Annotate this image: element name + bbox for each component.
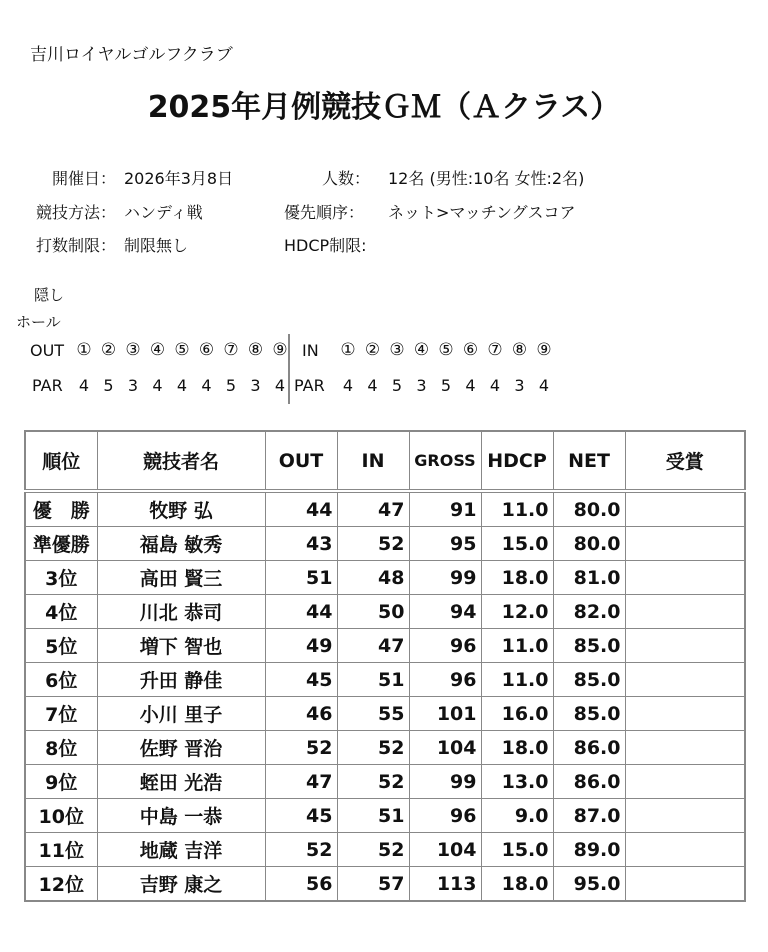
limit-label: 打数制限： [35, 236, 116, 255]
results-table [24, 430, 746, 902]
out-par-item: 4 [274, 376, 286, 395]
cell-name: 高田 賢三 [97, 561, 265, 595]
cell-net: 89.0 [553, 833, 625, 867]
out-in-divider [288, 334, 290, 404]
in-par-item: 4 [538, 376, 550, 395]
count-label: 人数： [322, 169, 371, 188]
count-value: 12名 (男性:10名 女性:2名) [388, 169, 585, 188]
hole-marks-item: ④ [413, 340, 430, 360]
cell-award [625, 491, 745, 527]
cell-gross: 104 [409, 731, 481, 765]
cell-net: 85.0 [553, 663, 625, 697]
cell-name: 小川 里子 [97, 697, 265, 731]
cell-net: 81.0 [553, 561, 625, 595]
cell-gross: 96 [409, 629, 481, 663]
out-par-item: 4 [201, 376, 212, 395]
table-row [25, 867, 745, 902]
hole-marks-item: ⑨ [272, 340, 288, 360]
hole-marks-item: ③ [125, 340, 141, 360]
cell-hdcp: 11.0 [481, 629, 553, 663]
cell-in: 50 [337, 595, 409, 629]
out-par-label: PAR [32, 376, 63, 395]
cell-gross: 101 [409, 697, 481, 731]
cell-gross: 96 [409, 799, 481, 833]
cell-out: 43 [265, 527, 337, 561]
cell-award [625, 629, 745, 663]
hole-marks-item: ⑥ [462, 340, 479, 360]
cell-award [625, 731, 745, 765]
out-par-item: 5 [103, 376, 114, 395]
limit-value: 制限無し [124, 236, 189, 255]
cell-name: 牧野 弘 [97, 491, 265, 527]
hdcp-limit-label: HDCP制限: [284, 236, 367, 255]
table-row [25, 833, 745, 867]
cell-gross: 99 [409, 765, 481, 799]
cell-out: 44 [265, 595, 337, 629]
cell-hdcp: 18.0 [481, 561, 553, 595]
cell-award [625, 833, 745, 867]
col-name: 競技者名 [97, 431, 265, 491]
cell-award [625, 697, 745, 731]
cell-name: 地蔵 吉洋 [97, 833, 265, 867]
hidden-holes-label-2: ホール [16, 313, 61, 331]
out-par-item: 5 [225, 376, 237, 395]
table-row [25, 663, 745, 697]
col-rank: 順位 [25, 431, 97, 491]
cell-rank: 8位 [25, 731, 97, 765]
col-out: OUT [265, 431, 337, 491]
cell-name: 川北 恭司 [97, 595, 265, 629]
cell-name: 福島 敏秀 [97, 527, 265, 561]
hole-marks-item: ⑦ [487, 340, 503, 360]
cell-out: 45 [265, 799, 337, 833]
in-par-item: 4 [489, 376, 501, 395]
cell-out: 51 [265, 561, 337, 595]
cell-rank: 11位 [25, 833, 97, 867]
table-row [25, 561, 745, 595]
hole-marks-item: ④ [149, 340, 166, 360]
cell-net: 86.0 [553, 731, 625, 765]
method-label: 競技方法： [35, 203, 116, 222]
club-name: 吉川ロイヤルゴルフクラブ [30, 45, 233, 65]
cell-hdcp: 15.0 [481, 527, 553, 561]
table-row [25, 595, 745, 629]
method-value: ハンディ戦 [124, 203, 203, 222]
out-par-item: 3 [127, 376, 139, 395]
hidden-holes-label: 隠し [34, 286, 65, 304]
hole-marks-item: ⑧ [247, 340, 264, 360]
col-hdcp: HDCP [481, 431, 553, 491]
cell-out: 52 [265, 833, 337, 867]
cell-in: 48 [337, 561, 409, 595]
cell-name: 蛭田 光浩 [97, 765, 265, 799]
cell-in: 51 [337, 663, 409, 697]
cell-hdcp: 12.0 [481, 595, 553, 629]
hole-marks-item: ① [340, 340, 356, 360]
cell-rank: 7位 [25, 697, 97, 731]
cell-net: 85.0 [553, 629, 625, 663]
cell-net: 80.0 [553, 491, 625, 527]
cell-in: 52 [337, 527, 409, 561]
hole-marks-item: ⑦ [223, 340, 239, 360]
table-row [25, 731, 745, 765]
cell-gross: 96 [409, 663, 481, 697]
table-row [25, 527, 745, 561]
page-title: 2025年月例競技ＧＭ（Ａクラス） [147, 90, 621, 125]
cell-in: 52 [337, 765, 409, 799]
in-par-item: 3 [514, 376, 525, 395]
cell-award [625, 867, 745, 902]
table-row [25, 697, 745, 731]
table-row [25, 799, 745, 833]
cell-rank: 9位 [25, 765, 97, 799]
out-label: OUT [30, 341, 65, 360]
hole-marks-item: ② [364, 340, 381, 360]
cell-name: 中島 一恭 [97, 799, 265, 833]
col-award: 受賞 [625, 431, 745, 491]
cell-out: 45 [265, 663, 337, 697]
col-in: IN [337, 431, 409, 491]
out-par-item: 3 [250, 376, 261, 395]
cell-rank: 10位 [25, 799, 97, 833]
cell-in: 57 [337, 867, 409, 902]
cell-gross: 95 [409, 527, 481, 561]
out-par-item: 4 [78, 376, 90, 395]
cell-rank: 優 勝 [25, 491, 97, 527]
priority-value: ネット>マッチングスコア [388, 203, 576, 222]
cell-gross: 91 [409, 491, 481, 527]
cell-hdcp: 18.0 [481, 867, 553, 902]
cell-name: 吉野 康之 [97, 867, 265, 902]
cell-name: 増下 智也 [97, 629, 265, 663]
cell-hdcp: 18.0 [481, 731, 553, 765]
in-par-item: 4 [465, 376, 476, 395]
cell-gross: 104 [409, 833, 481, 867]
hole-marks-item: ⑥ [198, 340, 215, 360]
hole-marks-item: ③ [389, 340, 405, 360]
out-par-item: 4 [152, 376, 163, 395]
cell-out: 52 [265, 731, 337, 765]
cell-out: 44 [265, 491, 337, 527]
hole-marks-item: ① [76, 340, 92, 360]
in-par-label: PAR [294, 376, 325, 395]
cell-name: 升田 静佳 [97, 663, 265, 697]
cell-hdcp: 9.0 [481, 799, 553, 833]
cell-award [625, 765, 745, 799]
cell-rank: 5位 [25, 629, 97, 663]
cell-award [625, 561, 745, 595]
cell-out: 47 [265, 765, 337, 799]
cell-rank: 6位 [25, 663, 97, 697]
cell-award [625, 799, 745, 833]
in-par-item: 5 [391, 376, 403, 395]
cell-rank: 4位 [25, 595, 97, 629]
cell-award [625, 663, 745, 697]
cell-gross: 99 [409, 561, 481, 595]
cell-out: 46 [265, 697, 337, 731]
cell-rank: 準優勝 [25, 527, 97, 561]
table-row [25, 629, 745, 663]
cell-net: 80.0 [553, 527, 625, 561]
cell-net: 85.0 [553, 697, 625, 731]
cell-award [625, 527, 745, 561]
priority-label: 優先順序： [284, 203, 365, 222]
cell-net: 87.0 [553, 799, 625, 833]
cell-out: 56 [265, 867, 337, 902]
date-label: 開催日： [51, 169, 116, 188]
cell-rank: 3位 [25, 561, 97, 595]
cell-net: 82.0 [553, 595, 625, 629]
cell-out: 49 [265, 629, 337, 663]
cell-net: 95.0 [553, 867, 625, 902]
cell-hdcp: 11.0 [481, 491, 553, 527]
cell-in: 55 [337, 697, 409, 731]
cell-award [625, 595, 745, 629]
hole-marks-item: ② [100, 340, 117, 360]
in-par-item: 4 [342, 376, 354, 395]
cell-in: 51 [337, 799, 409, 833]
cell-in: 47 [337, 629, 409, 663]
cell-name: 佐野 晋治 [97, 731, 265, 765]
hole-marks-item: ⑨ [536, 340, 552, 360]
cell-hdcp: 15.0 [481, 833, 553, 867]
in-par-item: 3 [416, 376, 427, 395]
hole-marks-item: ⑤ [438, 340, 454, 360]
cell-hdcp: 16.0 [481, 697, 553, 731]
cell-net: 86.0 [553, 765, 625, 799]
hole-marks-item: ⑤ [174, 340, 190, 360]
out-par-item: 4 [176, 376, 188, 395]
header-row [25, 431, 745, 491]
cell-in: 47 [337, 491, 409, 527]
date-value: 2026年3月8日 [124, 169, 234, 188]
in-par-item: 5 [440, 376, 452, 395]
table-row [25, 491, 745, 527]
col-net: NET [553, 431, 625, 491]
table-row [25, 765, 745, 799]
cell-in: 52 [337, 833, 409, 867]
col-gross: GROSS [409, 431, 481, 491]
cell-hdcp: 11.0 [481, 663, 553, 697]
cell-hdcp: 13.0 [481, 765, 553, 799]
cell-rank: 12位 [25, 867, 97, 902]
cell-gross: 94 [409, 595, 481, 629]
cell-gross: 113 [409, 867, 481, 902]
hole-marks-item: ⑧ [511, 340, 528, 360]
in-par-item: 4 [367, 376, 378, 395]
in-label: IN [302, 341, 319, 360]
cell-in: 52 [337, 731, 409, 765]
